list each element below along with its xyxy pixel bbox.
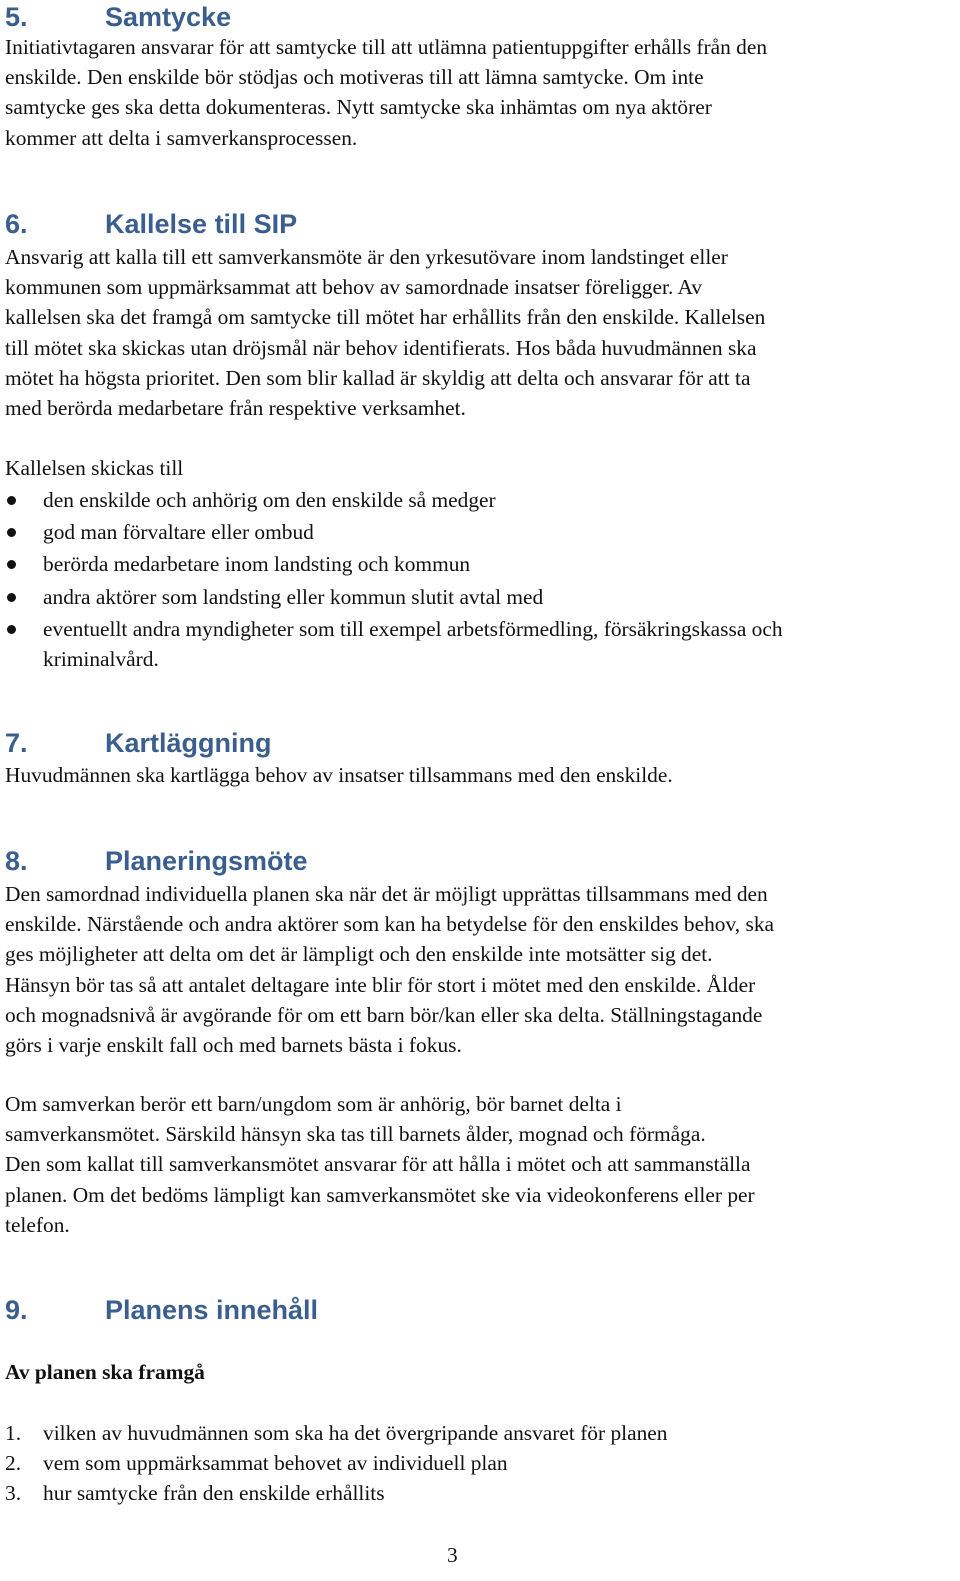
text-line: samtycke ges ska detta dokumenteras. Nytt samtycke ska inhämtas om nya aktörer: [5, 95, 712, 120]
list-item-text: hur samtycke från den enskilde erhållits: [43, 1481, 385, 1506]
text-line: till mötet ska skickas utan dröjsmål när behov identifierats. Hos båda huvudmännen ska: [5, 335, 757, 360]
paragraph-samtycke: [5, 32, 950, 153]
heading-title: Kartläggning: [105, 728, 272, 758]
list-item-number: 3.: [5, 1481, 22, 1506]
paragraph-kallelse: [5, 242, 950, 423]
list-item: [0, 1478, 668, 1508]
list-item: [0, 582, 960, 612]
bullet-list-recipients: [0, 485, 960, 674]
heading-title: Kallelse till SIP: [105, 209, 298, 239]
heading-planens-innehall: [5, 1294, 318, 1326]
list-item-number: 2.: [5, 1451, 22, 1476]
heading-kartlaggning: [5, 727, 272, 759]
list-item-text: andra aktörer som landsting eller kommun slutit avtal med: [43, 584, 544, 609]
text-line: Ansvarig att kalla till ett samverkansmöte är den yrkesutövare inom landstinget eller: [5, 245, 728, 269]
heading-number: 9.: [5, 1295, 28, 1325]
list-item: [0, 1448, 668, 1478]
numbered-list-plan-content: [0, 1418, 668, 1509]
text-line: med berörda medarbetare från respektive verksamhet.: [5, 396, 466, 421]
text-line: Den samordnad individuella planen ska när det är möjligt upprättas tillsammans med den: [5, 882, 768, 906]
text-line: Huvudmännen ska kartlägga behov av insatser tillsammans med den enskilde.: [5, 763, 673, 787]
heading-samtycke: [5, 1, 231, 33]
page-number: 3: [447, 1543, 458, 1567]
list-item: [0, 485, 960, 515]
heading-planeringsmote: [5, 845, 308, 877]
text-line: samverkansmötet. Särskild hänsyn ska tas till barnets ålder, mognad och förmåga.: [5, 1122, 706, 1147]
list-item-text: kriminalvård.: [43, 647, 159, 672]
bullet-icon: [7, 593, 16, 602]
heading-title: Planeringsmöte: [105, 846, 308, 876]
text-line: kommunen som uppmärksammat att behov av samordnade insatser föreligger. Av: [5, 275, 703, 300]
text-line: Hänsyn bör tas så att antalet deltagare inte blir för stort i mötet med den enskilde. Ålder: [5, 972, 756, 997]
list-item-text: god man förvaltare eller ombud: [43, 520, 314, 545]
list-item-text: berörda medarbetare inom landsting och kommun: [43, 552, 471, 577]
text-line: Den som kallat till samverkansmötet ansvarar för att hålla i mötet och att sammanställa: [5, 1152, 751, 1177]
heading-kallelse-till-sip: [5, 208, 297, 240]
text-line: enskilde. Närstående och andra aktörer som kan ha betydelse för den enskildes behov, ska: [5, 912, 775, 937]
text-line: och mognadsnivå är avgörande för om ett barn bör/kan eller ska delta. Ställningstagande: [5, 1002, 763, 1027]
text-line: ges möjligheter att delta om det är lämpligt och den enskilde inte motsätter sig det.: [5, 942, 713, 967]
heading-title: Planens innehåll: [105, 1295, 319, 1325]
text-line: planen. Om det bedöms lämpligt kan samverkansmötet ske via videokonferens eller per: [5, 1182, 755, 1207]
bullet-icon: [7, 496, 16, 505]
text-line: görs i varje enskilt fall och med barnets bästa i fokus.: [5, 1033, 462, 1058]
list-item: [0, 1418, 668, 1448]
text-line: kommer att delta i samverkansprocessen.: [5, 125, 358, 150]
bullet-icon: [7, 560, 16, 569]
list-item-text: eventuellt andra myndigheter som till exempel arbetsförmedling, försäkringskassa och: [43, 616, 783, 641]
bullet-icon: [7, 528, 16, 537]
list-item: [0, 549, 960, 579]
paragraph-barn-ungdom: [5, 1089, 950, 1240]
heading-number: 6.: [5, 209, 28, 239]
text-line: enskilde. Den enskilde bör stödjas och motiveras till att lämna samtycke. Om inte: [5, 65, 704, 90]
heading-number: 7.: [5, 728, 28, 758]
list-item: [0, 517, 960, 547]
list-item-text: vem som uppmärksammat behovet av individuell plan: [43, 1451, 508, 1476]
subheading-kallelsen-skickas-till: Kallelsen skickas till: [5, 456, 184, 480]
paragraph-kartlaggning: [5, 760, 950, 790]
subheading-av-planen-ska-framga: Av planen ska framgå: [5, 1360, 205, 1384]
list-item-text: vilken av huvudmännen som ska ha det övergripande ansvaret för planen: [43, 1421, 668, 1445]
heading-title: Samtycke: [105, 2, 232, 32]
text-line: Om samverkan berör ett barn/ungdom som är anhörig, bör barnet delta i: [5, 1092, 622, 1116]
bullet-icon: [7, 625, 16, 634]
text-line: telefon.: [5, 1212, 70, 1237]
text-line: mötet ha högsta prioritet. Den som blir kallad är skyldig att delta och ansvarar för att ta: [5, 365, 751, 390]
list-item-text: den enskilde och anhörig om den enskilde så medger: [43, 488, 496, 512]
list-item-number: 1.: [5, 1421, 22, 1445]
list-item: [0, 614, 960, 674]
heading-number: 5.: [5, 2, 28, 32]
text-line: Initiativtagaren ansvarar för att samtycke till att utlämna patientuppgifter erhålls från den: [5, 35, 768, 59]
text-line: kallelsen ska det framgå om samtycke till mötet har erhållits från den enskilde. Kallelsen: [5, 305, 766, 330]
heading-number: 8.: [5, 846, 28, 876]
paragraph-planeringsmote: [5, 879, 950, 1060]
